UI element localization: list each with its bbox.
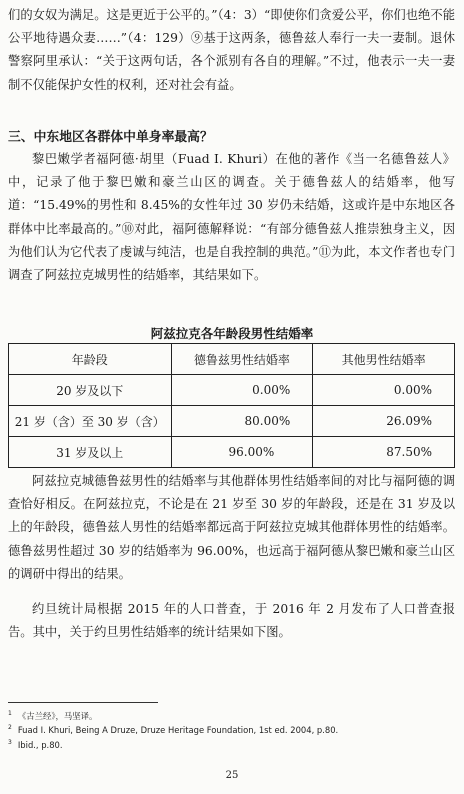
table-row (9, 406, 455, 437)
table-header-cell: 其他男性结婚率 (313, 344, 455, 375)
footnote (8, 722, 455, 736)
analysis-paragraph: 阿兹拉克城德鲁兹男性的结婚率与其他群体男性结婚率间的对比与福阿德的调查恰好相反。在阿兹拉克，不论是在 21 岁至 30 岁的年龄段，还是在 31 岁及以上的年龄段，德鲁兹人男性的结婚率都远高于阿兹拉克城其他群体男性的结婚率。德鲁兹男性超过 30 岁的结婚率为 96.00%，也远高于福阿德从黎巴嫩和豪兰山区的调研中得出的结果。 (8, 474, 455, 581)
footnote-text: 《古兰经》，马坚译。 (17, 710, 98, 721)
table-title: 阿兹拉克各年龄段男性结婚率 (150, 326, 314, 341)
druze-rate-cell: 96.00% (171, 437, 313, 468)
footnote-text: Fuad I. Khuri, Being A Druze, Druze Heritage Foundation, 1st ed. 2004, p.80. (17, 725, 339, 736)
marriage-rate-table (8, 343, 455, 468)
table-header-row (9, 344, 455, 375)
table-row (9, 437, 455, 468)
section-paragraph: 黎巴嫩学者福阿德·胡里（Fuad I. Khuri）在他的著作《当一名德鲁兹人》中，记录了他于黎巴嫩和豪兰山区的调查。关于德鲁兹人的结婚率，他写道：“15.49%的男性和 8.45%的女性年过 30 岁仍未结婚，这或许是中东地区各群体中比率最高的。”⑩对此，福阿德解释说：“有部分德鲁兹人推崇独身主义，因为他们认为它代表了虔诚与纯洁，也是自我控制的典范。”⑪为此，本文作者也专门调查了阿兹拉克城男性的结婚率，其结果如下。 (8, 152, 455, 283)
footnote-mark: 3 (8, 738, 12, 746)
other-rate-cell: 0.00% (313, 375, 455, 406)
page-number: 25 (225, 770, 239, 781)
footnote (8, 737, 455, 751)
footnote-text: Ibid., p.80. (17, 739, 63, 750)
top-paragraph: 们的女奴为满足。这是更近于公平的。”（4：3）“即使你们贪爱公平，你们也绝不能公平地待遇众妻……”（4：129）⑨基于这两条，德鲁兹人奉行一夫一妻制。退休警察阿里承认：“关于这两句话，各个派别有各自的理解。”不过，他表示一夫一妻制不仅能保护女性的权利，还对社会有益。 (8, 8, 455, 92)
footnote-mark: 1 (8, 710, 12, 717)
footnotes (8, 708, 455, 751)
druze-rate-cell: 80.00% (171, 406, 313, 437)
census-paragraph: 约旦统计局根据 2015 年的人口普查，于 2016 年 2 月发布了人口普查报告。其中，关于约旦男性结婚率的统计结果如下图。 (8, 602, 455, 640)
footnote-divider (8, 702, 158, 703)
other-rate-cell: 87.50% (313, 437, 455, 468)
age-group-cell: 20 岁及以下 (9, 375, 172, 406)
age-group-cell: 21 岁（含）至 30 岁（含） (9, 406, 172, 437)
footnote (8, 708, 455, 722)
other-rate-cell: 26.09% (313, 406, 455, 437)
table-row (9, 375, 455, 406)
footnote-mark: 2 (8, 724, 12, 732)
table-header-cell: 德鲁兹男性结婚率 (171, 344, 313, 375)
druze-rate-cell: 0.00% (171, 375, 313, 406)
age-group-cell: 31 岁及以上 (9, 437, 172, 468)
section-heading: 三、中东地区各群体中单身率最高？ (8, 130, 213, 145)
table-header-cell: 年龄段 (9, 344, 172, 375)
